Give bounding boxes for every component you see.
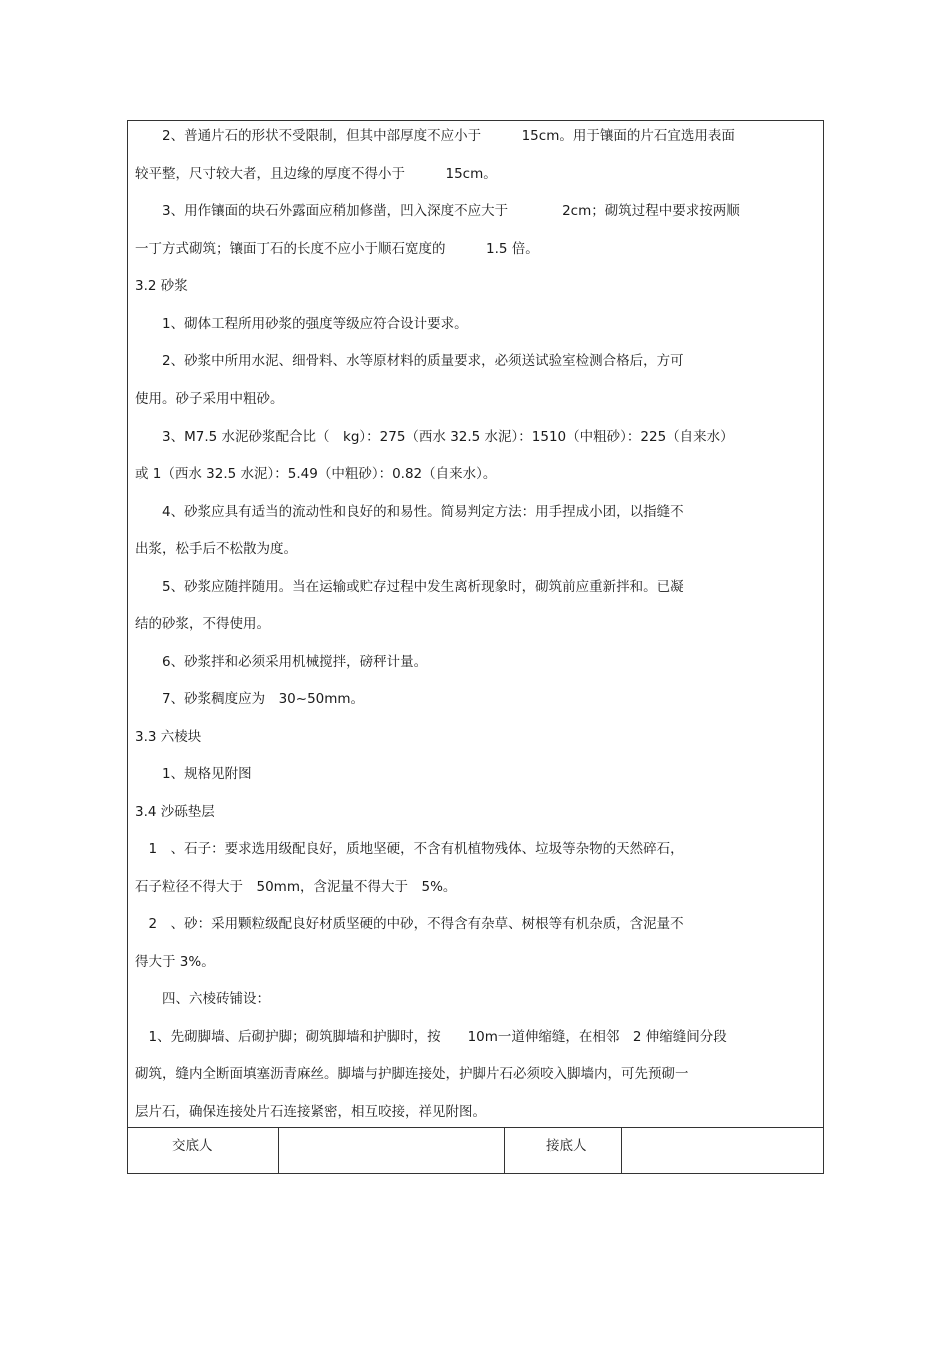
receiver-signature-cell[interactable] <box>622 1128 823 1174</box>
text-line: 1、规格见附图 <box>135 766 252 782</box>
text-line: 出浆，松手后不松散为度。 <box>135 541 297 557</box>
document-sheet <box>127 120 824 1174</box>
text-line: 1、砌体工程所用砂浆的强度等级应符合设计要求。 <box>135 316 468 332</box>
text-line: 砌筑，缝内全断面填塞沥青麻丝。脚墙与护脚连接处，护脚片石必须咬入脚墙内，可先预砌一 <box>135 1066 689 1082</box>
section-heading: 四、六棱砖铺设： <box>135 991 270 1007</box>
text-line: 一丁方式砌筑；镶面丁石的长度不应小于顺石宽度的 1.5 倍。 <box>135 241 539 257</box>
text-line: 层片石，确保连接处片石连接紧密，相互咬接，祥见附图。 <box>135 1104 486 1120</box>
text-line: 2、砂浆中所用水泥、细骨料、水等原材料的质量要求，必须送试验室检测合格后，方可 <box>135 353 684 369</box>
section-heading: 3.4 沙砾垫层 <box>135 804 215 820</box>
text-line: 2、普通片石的形状不受限制，但其中部厚度不应小于 15cm。用于镶面的片石宜选用表面 <box>135 128 735 144</box>
text-line: 石子粒径不得大于 50mm，含泥量不得大于 5%。 <box>135 879 457 895</box>
text-line: 2 、砂：采用颗粒级配良好材质坚硬的中砂，不得含有杂草、树根等有机杂质，含泥量不 <box>135 916 684 932</box>
text-line: 6、砂浆拌和必须采用机械搅拌，磅秤计量。 <box>135 654 428 670</box>
text-line: 或 1（西水 32.5 水泥）：5.49（中粗砂）：0.82（自来水）。 <box>135 466 497 482</box>
receiver-label-cell <box>505 1128 622 1174</box>
section-heading: 3.2 砂浆 <box>135 278 188 294</box>
handover-signature-cell[interactable] <box>279 1128 505 1174</box>
text-line: 5、砂浆应随拌随用。当在运输或贮存过程中发生离析现象时，砌筑前应重新拌和。已凝 <box>135 579 684 595</box>
signature-row <box>128 1127 823 1174</box>
text-line: 3、用作镶面的块石外露面应稍加修凿，凹入深度不应大于 2cm；砌筑过程中要求按两顺 <box>135 203 740 219</box>
text-line: 1、先砌脚墙、后砌护脚；砌筑脚墙和护脚时，按 10m一道伸缩缝，在相邻 2 伸缩缝间分段 <box>135 1029 727 1045</box>
text-line: 7、砂浆稠度应为 30~50mm。 <box>135 691 365 707</box>
text-line: 较平整，尺寸较大者，且边缘的厚度不得小于 15cm。 <box>135 166 497 182</box>
document-body <box>128 121 823 1127</box>
text-line: 得大于 3%。 <box>135 954 215 970</box>
text-line: 结的砂浆，不得使用。 <box>135 616 270 632</box>
handover-label-cell <box>128 1128 279 1174</box>
text-line: 使用。砂子采用中粗砂。 <box>135 391 284 407</box>
text-line: 3、M7.5 水泥砂浆配合比（ kg）：275（西水 32.5 水泥）：1510（中粗砂）：225（自来水） <box>135 429 734 445</box>
receiver-label: 接底人 <box>546 1138 587 1154</box>
text-line: 4、砂浆应具有适当的流动性和良好的和易性。简易判定方法：用手捏成小团，以指缝不 <box>135 504 684 520</box>
section-heading: 3.3 六棱块 <box>135 729 202 745</box>
text-line: 1 、石子：要求选用级配良好，质地坚硬，不含有机植物残体、垃圾等杂物的天然碎石， <box>135 841 684 857</box>
handover-label: 交底人 <box>172 1138 213 1154</box>
